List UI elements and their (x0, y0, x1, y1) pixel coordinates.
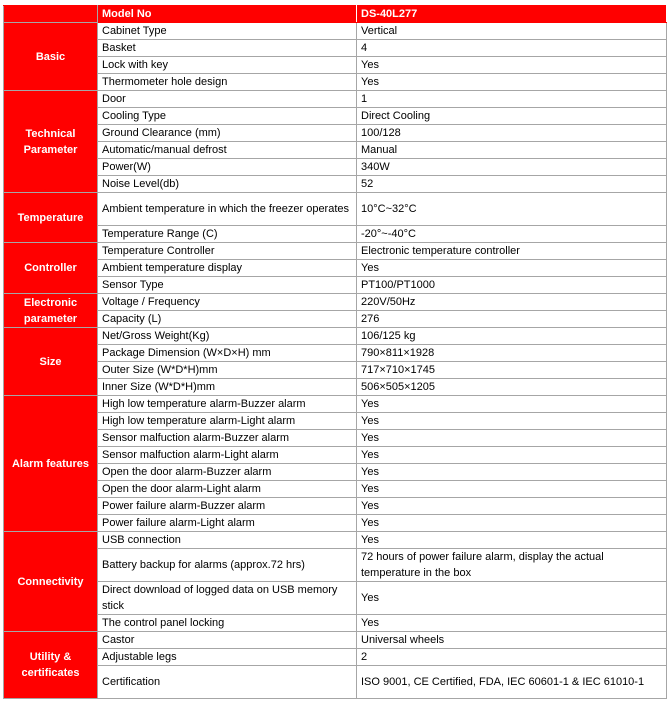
category-cell: Basic (4, 23, 98, 91)
table-row (4, 379, 667, 396)
spec-label: Package Dimension (W×D×H) mm (98, 345, 357, 362)
spec-value: 106/125 kg (357, 328, 667, 345)
spec-value: 100/128 (357, 125, 667, 142)
spec-label: The control panel locking (98, 615, 357, 632)
spec-value: ISO 9001, CE Certified, FDA, IEC 60601-1 & IEC 61010-1 (357, 666, 667, 699)
spec-value: 220V/50Hz (357, 294, 667, 311)
spec-sheet (3, 5, 667, 699)
spec-label: Temperature Range (C) (98, 226, 357, 243)
table-row (4, 40, 667, 57)
spec-label: Door (98, 91, 357, 108)
spec-value: Yes (357, 396, 667, 413)
table-row (4, 277, 667, 294)
spec-value: 340W (357, 159, 667, 176)
category-cell: Alarm features (4, 396, 98, 532)
spec-value: Yes (357, 260, 667, 277)
spec-label: Battery backup for alarms (approx.72 hrs) (98, 549, 357, 582)
header-value: DS-40L277 (357, 6, 667, 23)
spec-value: Yes (357, 582, 667, 615)
table-row (4, 430, 667, 447)
spec-label: Cooling Type (98, 108, 357, 125)
spec-value: Manual (357, 142, 667, 159)
table-row (4, 345, 667, 362)
table-row (4, 615, 667, 632)
spec-label: Sensor malfuction alarm-Light alarm (98, 447, 357, 464)
spec-value: 276 (357, 311, 667, 328)
spec-label: Lock with key (98, 57, 357, 74)
spec-value: Yes (357, 498, 667, 515)
spec-value: -20°~-40°C (357, 226, 667, 243)
header-row (4, 6, 667, 23)
table-row (4, 447, 667, 464)
category-cell: Controller (4, 243, 98, 294)
table-row (4, 142, 667, 159)
spec-value: 52 (357, 176, 667, 193)
spec-value: 1 (357, 91, 667, 108)
spec-value: PT100/PT1000 (357, 277, 667, 294)
table-row (4, 159, 667, 176)
spec-value: Yes (357, 515, 667, 532)
category-cell: Connectivity (4, 532, 98, 632)
table-row (4, 481, 667, 498)
spec-value: Yes (357, 481, 667, 498)
spec-value: Yes (357, 464, 667, 481)
spec-label: Adjustable legs (98, 649, 357, 666)
spec-value: Direct Cooling (357, 108, 667, 125)
spec-label: Inner Size (W*D*H)mm (98, 379, 357, 396)
table-row (4, 362, 667, 379)
spec-label: Power(W) (98, 159, 357, 176)
spec-label: Sensor Type (98, 277, 357, 294)
spec-value: 4 (357, 40, 667, 57)
spec-value: Yes (357, 74, 667, 91)
spec-label: Castor (98, 632, 357, 649)
spec-label: Net/Gross Weight(Kg) (98, 328, 357, 345)
table-row (4, 91, 667, 108)
table-row (4, 464, 667, 481)
spec-label: Basket (98, 40, 357, 57)
table-row (4, 311, 667, 328)
table-row (4, 515, 667, 532)
table-row (4, 125, 667, 142)
table-row (4, 396, 667, 413)
table-row (4, 108, 667, 125)
spec-label: High low temperature alarm-Light alarm (98, 413, 357, 430)
header-label: Model No (98, 6, 357, 23)
spec-label: Open the door alarm-Light alarm (98, 481, 357, 498)
category-cell: Size (4, 328, 98, 396)
table-row (4, 498, 667, 515)
spec-value: 717×710×1745 (357, 362, 667, 379)
table-row (4, 582, 667, 615)
spec-label: Ambient temperature display (98, 260, 357, 277)
spec-value: Electronic temperature controller (357, 243, 667, 260)
spec-label: Outer Size (W*D*H)mm (98, 362, 357, 379)
table-row (4, 328, 667, 345)
specification-table (3, 5, 667, 699)
category-cell: Utility & certificates (4, 632, 98, 699)
table-row (4, 632, 667, 649)
spec-label: Ground Clearance (mm) (98, 125, 357, 142)
spec-value: 10°C~32°C (357, 193, 667, 226)
spec-label: Direct download of logged data on USB memory stick (98, 582, 357, 615)
table-row (4, 260, 667, 277)
spec-value: 790×811×1928 (357, 345, 667, 362)
spec-value: Yes (357, 413, 667, 430)
spec-value: Yes (357, 447, 667, 464)
spec-value: Yes (357, 57, 667, 74)
spec-label: Noise Level(db) (98, 176, 357, 193)
table-row (4, 193, 667, 226)
table-row (4, 74, 667, 91)
spec-value: Yes (357, 532, 667, 549)
spec-value: Yes (357, 615, 667, 632)
table-row (4, 176, 667, 193)
spec-label: Capacity (L) (98, 311, 357, 328)
spec-label: Automatic/manual defrost (98, 142, 357, 159)
spec-label: Certification (98, 666, 357, 699)
table-row (4, 666, 667, 699)
table-row (4, 243, 667, 260)
spec-value: Universal wheels (357, 632, 667, 649)
table-row (4, 649, 667, 666)
spec-value: 506×505×1205 (357, 379, 667, 396)
header-category-cell (4, 6, 98, 23)
table-row (4, 57, 667, 74)
spec-value: Yes (357, 430, 667, 447)
spec-value: 2 (357, 649, 667, 666)
table-row (4, 413, 667, 430)
category-cell: Technical Parameter (4, 91, 98, 193)
spec-label: Temperature Controller (98, 243, 357, 260)
category-cell: Electronic parameter (4, 294, 98, 328)
spec-value: 72 hours of power failure alarm, display the actual temperature in the box (357, 549, 667, 582)
table-row (4, 23, 667, 40)
table-row (4, 532, 667, 549)
spec-label: USB connection (98, 532, 357, 549)
category-cell: Temperature (4, 193, 98, 243)
table-row (4, 226, 667, 243)
table-row (4, 549, 667, 582)
spec-label: Power failure alarm-Buzzer alarm (98, 498, 357, 515)
spec-label: Sensor malfuction alarm-Buzzer alarm (98, 430, 357, 447)
table-row (4, 294, 667, 311)
spec-label: Power failure alarm-Light alarm (98, 515, 357, 532)
spec-value: Vertical (357, 23, 667, 40)
spec-label: Ambient temperature in which the freezer operates (98, 193, 357, 226)
spec-label: Open the door alarm-Buzzer alarm (98, 464, 357, 481)
spec-label: Cabinet Type (98, 23, 357, 40)
spec-label: High low temperature alarm-Buzzer alarm (98, 396, 357, 413)
spec-label: Thermometer hole design (98, 74, 357, 91)
spec-label: Voltage / Frequency (98, 294, 357, 311)
